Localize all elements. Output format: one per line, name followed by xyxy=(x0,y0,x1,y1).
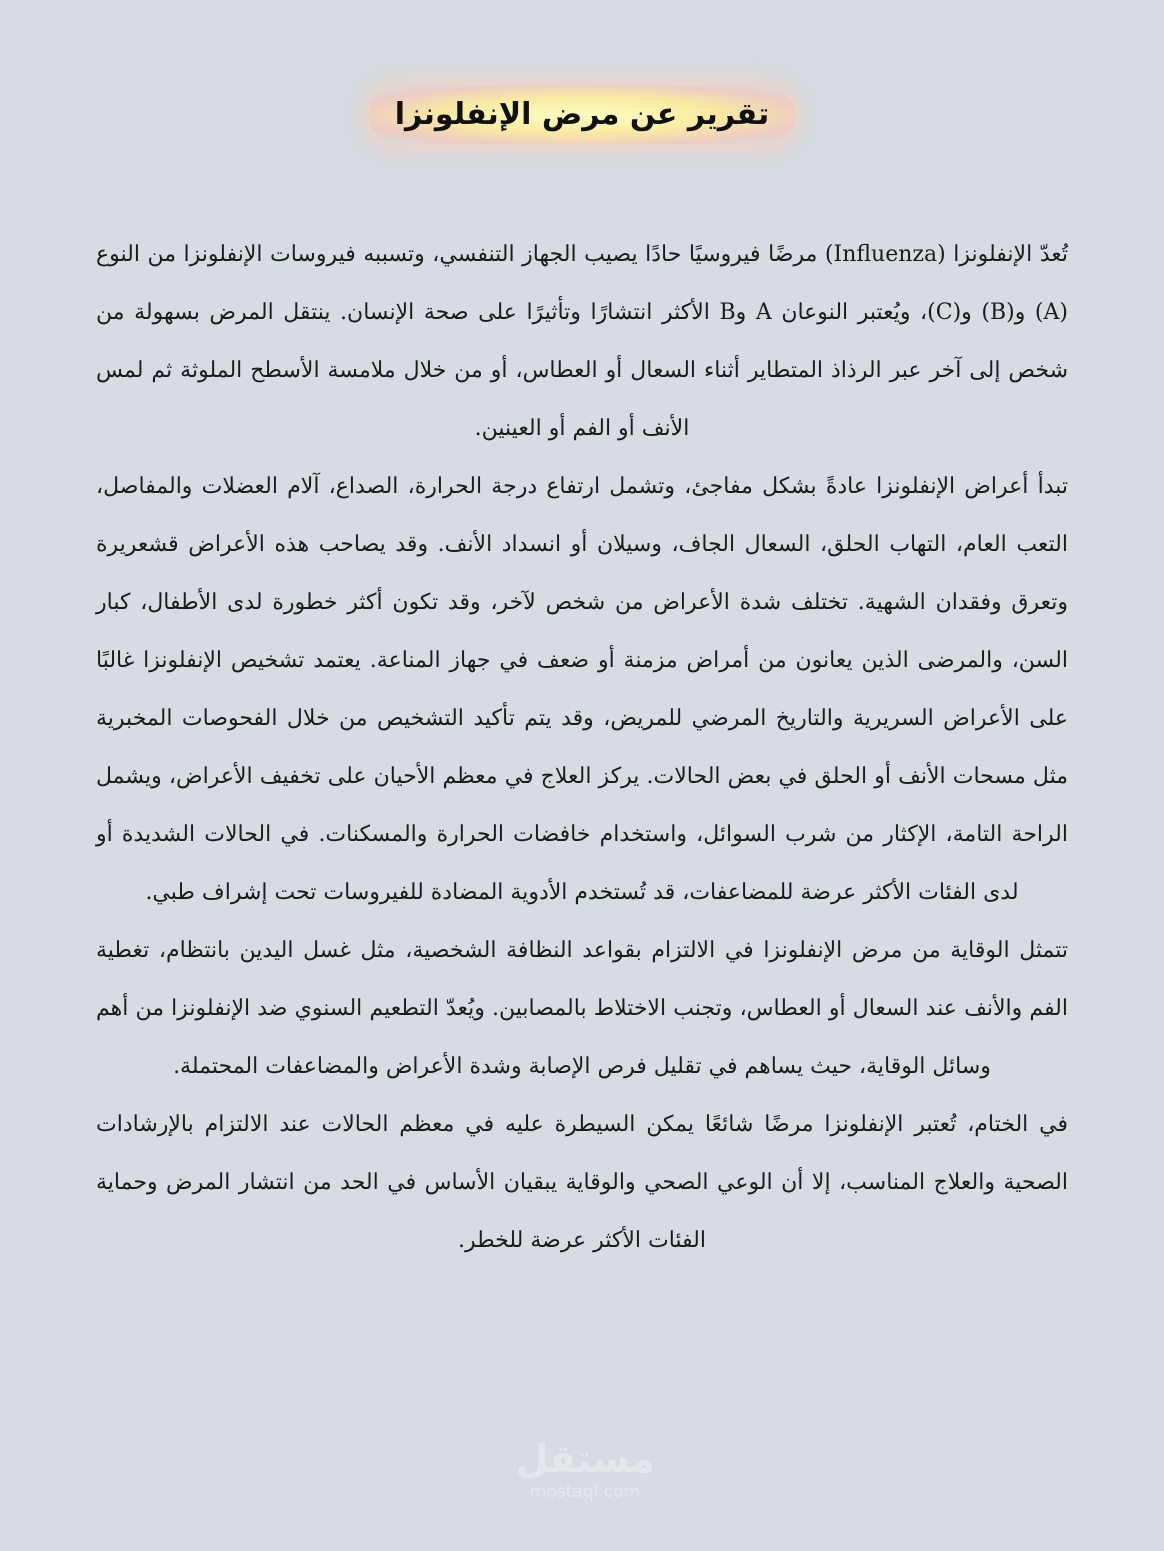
page-title: تقرير عن مرض الإنفلونزا xyxy=(369,86,796,144)
report-body xyxy=(96,226,1068,1270)
paragraph-symptoms-treatment: تبدأ أعراض الإنفلونزا عادةً بشكل مفاجئ، وتشمل ارتفاع درجة الحرارة، الصداع، آلام العضلات والمفاصل، التعب العام، التهاب الحلق، السعال الجاف، وسيلان أو انسداد الأنف. وقد يصاحب هذه الأعراض قشعريرة وتعرق وفقدان الشهية. تختلف شدة الأعراض من شخص لآخر، وقد تكون أكثر خطورة لدى الأطفال، كبار السن، والمرضى الذين يعانون من أمراض مزمنة أو ضعف في جهاز المناعة. يعتمد تشخيص الإنفلونزا غالبًا على الأعراض السريرية والتاريخ المرضي للمريض، وقد يتم تأكيد التشخيص من خلال الفحوصات المخبرية مثل مسحات الأنف أو الحلق في بعض الحالات. يركز العلاج في معظم الأحيان على تخفيف الأعراض، ويشمل الراحة التامة، الإكثار من شرب السوائل، واستخدام خافضات الحرارة والمسكنات. في الحالات الشديدة أو لدى الفئات الأكثر عرضة للمضاعفات، قد تُستخدم الأدوية المضادة للفيروسات تحت إشراف طبي. xyxy=(96,474,1068,905)
paragraph-conclusion: في الختام، تُعتبر الإنفلونزا مرضًا شائعًا يمكن السيطرة عليه في معظم الحالات عند الالتزام بالإرشادات الصحية والعلاج المناسب، إلا أن الوعي الصحي والوقاية يبقيان الأساس في الحد من انتشار المرض وحماية الفئات الأكثر عرضة للخطر. xyxy=(96,1112,1068,1253)
watermark-arabic-logo: مستقل xyxy=(515,1437,655,1481)
paragraph-introduction: تُعدّ الإنفلونزا (Influenza) مرضًا فيروسيًا حادًا يصيب الجهاز التنفسي، وتسببه فيروسات الإنفلونزا من النوع (A) و(B) و(C)، ويُعتبر النوعان A وB الأكثر انتشارًا وتأثيرًا على صحة الإنسان. ينتقل المرض بسهولة من شخص إلى آخر عبر الرذاذ المتطاير أثناء السعال أو العطاس، أو من خلال ملامسة الأسطح الملوثة ثم لمس الأنف أو الفم أو العينين. xyxy=(96,242,1068,441)
title-container xyxy=(0,86,1164,144)
mostaql-watermark xyxy=(505,1436,665,1502)
paragraph-prevention: تتمثل الوقاية من مرض الإنفلونزا في الالتزام بقواعد النظافة الشخصية، مثل غسل اليدين بانتظام، تغطية الفم والأنف عند السعال أو العطاس، وتجنب الاختلاط بالمصابين. ويُعدّ التطعيم السنوي ضد الإنفلونزا من أهم وسائل الوقاية، حيث يساهم في تقليل فرص الإصابة وشدة الأعراض والمضاعفات المحتملة. xyxy=(96,938,1068,1079)
watermark-domain: mostaql.com xyxy=(529,1482,641,1502)
